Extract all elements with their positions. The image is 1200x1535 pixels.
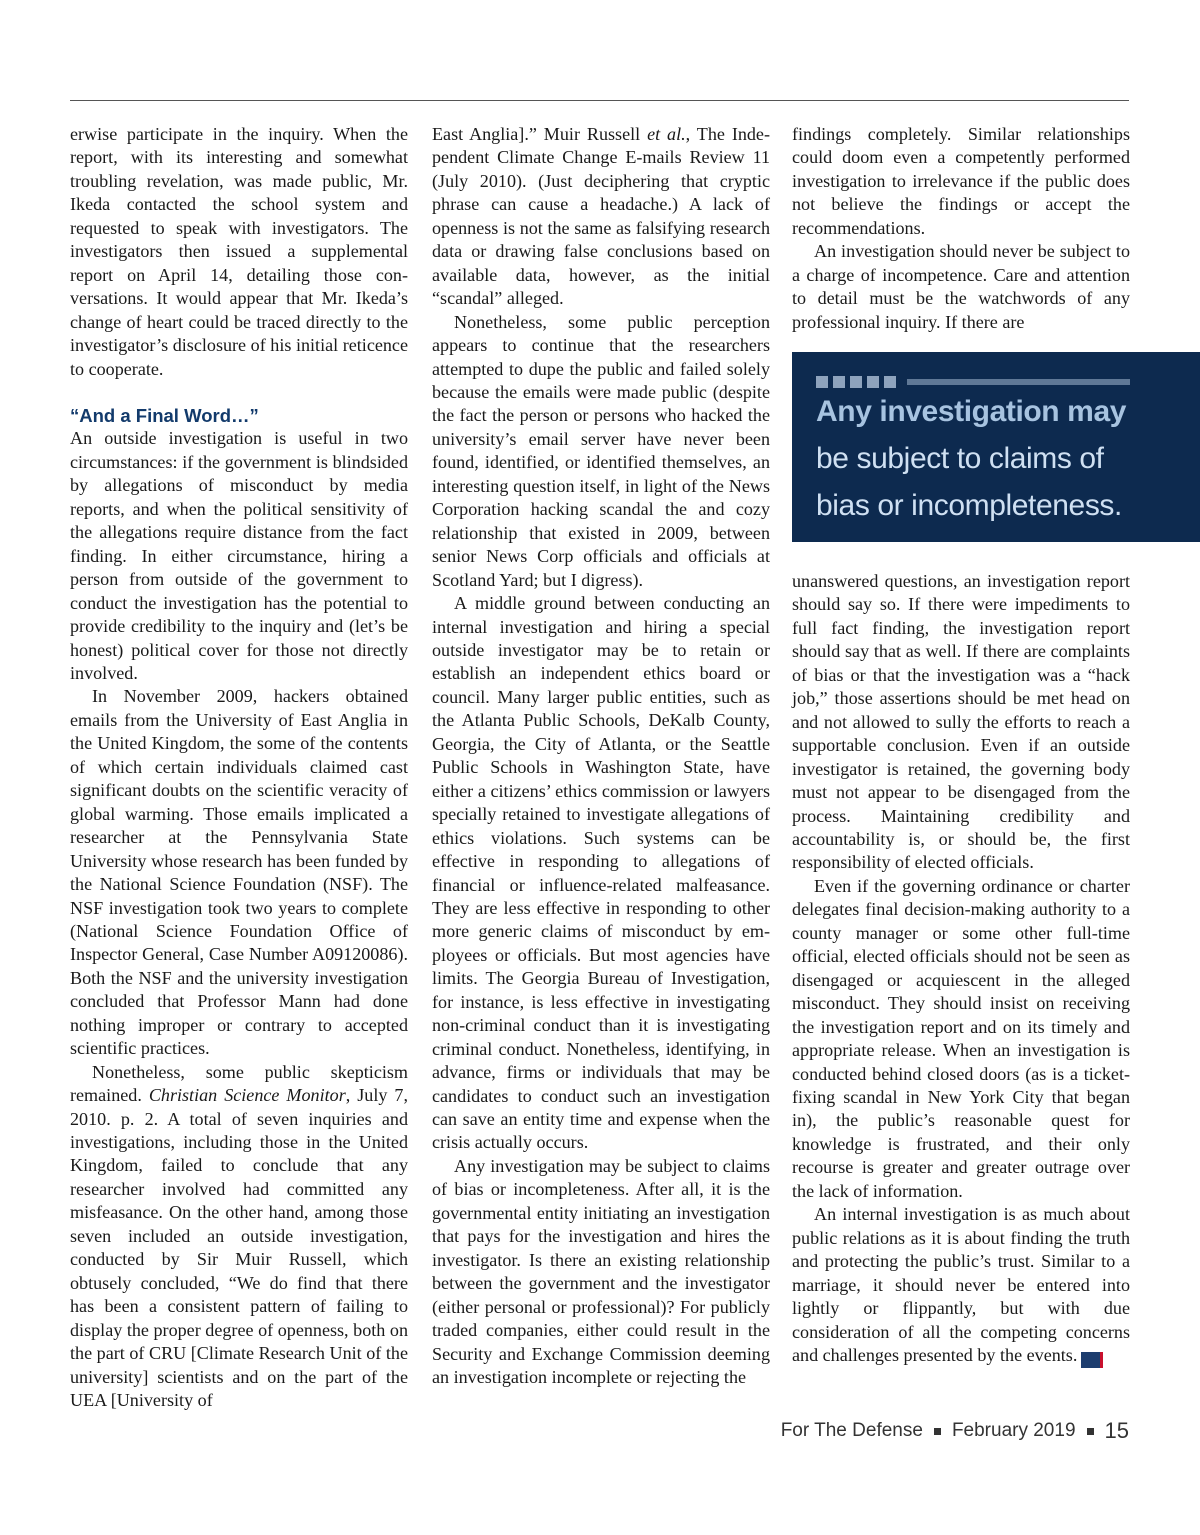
citation-title: Christian Science Monitor [148, 1085, 346, 1106]
pull-quote-line: bias or incompleteness. [816, 489, 1122, 522]
bullet-separator-icon [934, 1428, 941, 1435]
paragraph: An internal investigation is as much about public relations as it is about finding the truth and protecting the public’s trust. Similar to a marriage, it should never be entered into lightly or flippantly, but with due consideration of all the competing concerns and challenges presented by the events. FD [792, 1203, 1130, 1368]
paragraph: Even if the governing ordinance or charter delegates final decision-making authority to a county manager or some other full-time official, elected officials should not be seen as disengaged or acquiescent in the alleged misconduct. They should insist on receiving the investigation report and on its timely and appropriate release. When an investigation is conducted behind closed doors (as is a ticket-fixing scandal in New York City that began in), the public’s reasonable quest for knowledge is frustrated, and their only recourse is greater and greater outrage over the lack of information. [792, 875, 1130, 1201]
issue-date: February 2019 [951, 1420, 1076, 1441]
paragraph: In November 2009, hackers obtained emails from the University of East Anglia in the United Kingdom, the some of the contents of which certain individuals claimed cast significant doubts on the scientific veracity of global warming. Those emails implicated a researcher at the Pennsylvania State University whose research has been funded by the National Science Foundation (NSF). The NSF investigation took two years to complete (National Science Foundation Office of Inspector General, Case Number A09120086). Both the NSF and the university investigation concluded that Professor Mann had done nothing improper or contrary to accepted scientific practices. [70, 686, 408, 1059]
pull-quote-line: Any investigation may [816, 395, 1127, 428]
top-rule [70, 100, 1129, 101]
column-1 [70, 123, 408, 1412]
paragraph: findings completely. Similar relationships could doom even a competently performed investigation to irrelevance if the public does not believe the findings or accept the recommendations. [792, 124, 1130, 238]
paragraph: Any investigation may be subject to claims of bias or incompleteness. After all, it is the governmental entity initiating an investigation that pays for the investigation and hires the investigator. Is there an existing relationship between the government and the investigator (either personal or professional)? For publicly traded companies, either could result in the Security and Exchange Commission deeming an investigation incomplete or rejecting the [432, 1155, 770, 1388]
column-3-top [792, 123, 1130, 334]
publication-name: For The Defense [780, 1420, 923, 1441]
section-heading: “And a Final Word…” [70, 404, 259, 426]
bullet-separator-icon [1087, 1428, 1094, 1435]
paragraph: A middle ground between conducting an internal investigation and hiring a special outside investigator may be to retain or establish an independent ethics board or council. Many larger public entities, such as the Atlanta Public Schools, DeKalb County, Georgia, the City of Atlanta, or the Seattle Public Schools in Washington State, have either a citizens’ ethics commission or lawyers specially retained to investigate allegations of ethics violations. Such systems can be effective in responding to allegations of financial or influence-related malfeasance. They are less effective in responding to other more generic claims of misconduct by employees or officials. But most agencies have limits. The Georgia Bureau of Investigation, for instance, is less effective in investigating non-criminal conduct than it is investigating criminal conduct. Nonetheless, identifying, in advance, firms or individuals that may be candidates to conduct such an investigation can save an entity time and expense when the crisis actually occurs. [432, 593, 770, 1153]
paragraph: An investigation should never be subject to a charge of incompetence. Care and attention to detail must be the watchwords of any professional inquiry. If there are [792, 241, 1130, 332]
pull-quote-line: be subject to claims of [816, 442, 1104, 475]
paragraph: Nonetheless, some public skepticism remained. Christian Science Monitor, July 7, 2010. p. 2. A total of seven inquiries and investigations, including those in the United Kingdom, failed to conclude that any researcher involved had committed any misfeasance. On the other hand, among those seven included an outside investigation, conducted by Sir Muir Russell, which obtusely concluded, “We do find that there has been a consistent pattern of failing to display the proper degree of openness, both on the part of CRU [Climate Research Unit of the university] scientists and on the part of the UEA [University of [70, 1061, 408, 1411]
paragraph: unanswered questions, an investigation report should say so. If there were impediments to full fact finding, the investigation report should say that as well. If there are complaints of bias or that the investigation was a “hack job,” those assertions should be met head on and not allowed to sully the efforts to reach a supportable conclusion. Even if an outside investigator is retained, the governing body must not appear to be disengaged from the process. Maintaining credibility and accountability is, or should be, the first responsibility of elected officials. [792, 571, 1130, 873]
paragraph: Nonetheless, some public perception appears to continue that the researchers attempted to dupe the public and failed solely because the emails were made public (despite the fact the person or persons who hacked the university’s email server have never been found, identified, or identified themselves, an interesting question itself, in light of the News Corporation hacking scandal the and cozy relationship that existed in 2009, between senior News Corp officials and officials at Scotland Yard; but I digress). [432, 311, 770, 590]
end-mark-logo-icon: FD [1081, 1352, 1100, 1368]
citation-italic: et al. [647, 124, 686, 144]
page-number: 15 [1104, 1418, 1129, 1443]
column-3-bottom [792, 570, 1130, 1368]
paragraph: erwise participate in the inquiry. When the report, with its interesting and somewhat troubling revelation, was made public, Mr. Ikeda contacted the school system and requested to speak with investigators. The investigators then issued a supplemental report on April 14, detailing those conversations. It would appear that Mr. Ikeda’s change of heart could be traced directly to the investigator’s disclosure of his initial reticence to cooperate. [70, 124, 408, 379]
pull-quote-dots [816, 376, 896, 388]
page-footer [781, 1418, 1129, 1444]
paragraph: East Anglia].” Muir Russell et al., The Independent Climate Change E-mails Review 11 (July 2010). (Just deciphering that cryptic phrase can cause a headache.) A lack of openness is not the same as falsifying research data or drawing false conclusions based on available data, however, as the initial “scandal” alleged. [432, 124, 770, 309]
pull-quote [792, 352, 1200, 542]
paragraph: An outside investigation is useful in two circumstances: if the government is blindsided by allegations of misconduct by media reports, and when the political sensitivity of the allegations require distance from the fact finding. In either circumstance, hiring a person from outside of the government to conduct the investigation has the potential to provide credibility to the inquiry and (let’s be honest) political cover for those not directly involved. [70, 428, 408, 683]
column-2 [432, 123, 770, 1389]
pull-quote-bar [907, 379, 1130, 385]
